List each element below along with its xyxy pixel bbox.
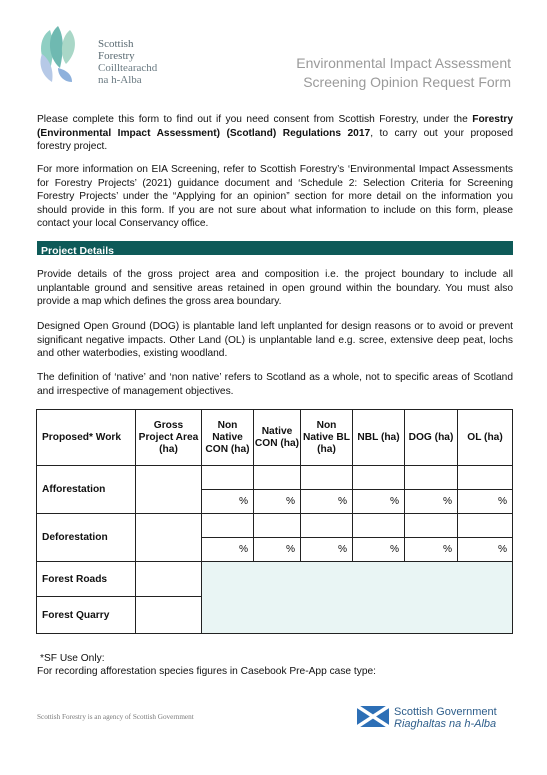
forest-quarry-gross-area-input[interactable] (136, 597, 202, 634)
deforestation-gross-area-input[interactable] (136, 514, 202, 562)
afforestation-non-native-con-input[interactable] (202, 466, 254, 490)
form-title-line2: Screening Opinion Request Form (303, 74, 511, 90)
project-paragraph-3: The definition of ‘native’ and ‘non native’ refers to Scotland as a whole, not to specific areas of Scotland and irrespective of management objectives. (37, 372, 513, 397)
deforestation-ol-percent[interactable]: % (458, 538, 513, 562)
row-label-deforestation: Deforestation (37, 514, 136, 562)
logo-name-gd-1: Coilltearachd (98, 62, 158, 74)
afforestation-dog-percent[interactable]: % (405, 490, 458, 514)
intro-p1-text-c: , to carry out your proposed forestry project. (37, 127, 513, 153)
afforestation-gross-area-input[interactable] (136, 466, 202, 514)
intro-p1-text-a: Please complete this form to find out if you need consent from Scottish Forestry, under the (37, 114, 468, 125)
afforestation-native-con-input[interactable] (254, 466, 301, 490)
casebook-note: For recording afforestation species figures in Casebook Pre-App case type: (37, 666, 377, 677)
deforestation-nbl-input[interactable] (353, 514, 405, 538)
project-paragraph-1: Provide details of the gross project area and composition i.e. the project boundary to include all unplantable ground and sensitive areas retained in open ground within the boundary. You must also provide a map which defines the gross area boundary. (37, 269, 513, 308)
row-label-afforestation: Afforestation (37, 466, 136, 514)
afforestation-non-native-con-percent[interactable]: % (202, 490, 254, 514)
header-ol: OL (ha) (458, 410, 513, 466)
afforestation-dog-input[interactable] (405, 466, 458, 490)
afforestation-non-native-bl-input[interactable] (301, 466, 353, 490)
afforestation-ol-input[interactable] (458, 466, 513, 490)
deforestation-dog-input[interactable] (405, 514, 458, 538)
project-details-header (37, 241, 513, 255)
form-title (296, 54, 511, 92)
forest-roads-gross-area-input[interactable] (136, 562, 202, 597)
intro-paragraph-2: For more information on EIA Screening, refer to Scottish Forestry’s ‘Environmental Impact Assessments for Forestry Projects’ (2021) guidance document and ‘Schedule 2: Selection Criteria for Screening Forestry Projects’ under the “Applying for an opinion” section for more detail on the information you should provide in this form. If you are not sure about what information to include on this form, please contact your local Conservancy office. (37, 164, 513, 230)
shaded-unused-area (202, 562, 513, 634)
deforestation-non-native-bl-input[interactable] (301, 514, 353, 538)
intro-p1-regulation: Forestry (Environmental Impact Assessment) (Scotland) Regulations 2017 (37, 114, 513, 139)
form-title-line1: Environmental Impact Assessment (296, 55, 511, 71)
table-row (37, 514, 513, 538)
deforestation-nbl-percent[interactable]: % (353, 538, 405, 562)
logo-name-en-1: Scottish (98, 38, 134, 50)
deforestation-ol-input[interactable] (458, 514, 513, 538)
sf-use-only-label: *SF Use Only: (40, 653, 105, 664)
header-non-native-con: Non Native CON (ha) (202, 410, 254, 466)
header-non-native-bl: Non Native BL (ha) (301, 410, 353, 466)
deforestation-native-con-input[interactable] (254, 514, 301, 538)
project-details-title: Project Details (37, 245, 114, 258)
header-gross-area: Gross Project Area (ha) (136, 410, 202, 466)
deforestation-dog-percent[interactable]: % (405, 538, 458, 562)
row-label-forest-roads: Forest Roads (37, 562, 136, 597)
logo-name-en-2: Forestry (98, 50, 135, 62)
header-nbl: NBL (ha) (353, 410, 405, 466)
leaf-logo-icon (36, 24, 96, 84)
logo-wordmark (98, 38, 157, 86)
deforestation-non-native-con-input[interactable] (202, 514, 254, 538)
table-row (37, 562, 513, 597)
agency-footer-text: Scottish Forestry is an agency of Scottish Government (37, 713, 194, 721)
deforestation-native-con-percent[interactable]: % (254, 538, 301, 562)
intro-paragraph-1 (37, 113, 513, 154)
gov-name-gd: Riaghaltas na h-Alba (394, 718, 497, 730)
afforestation-non-native-bl-percent[interactable]: % (301, 490, 353, 514)
deforestation-non-native-con-percent[interactable]: % (202, 538, 254, 562)
gov-name-en: Scottish Government (394, 706, 497, 718)
deforestation-non-native-bl-percent[interactable]: % (301, 538, 353, 562)
afforestation-nbl-percent[interactable]: % (353, 490, 405, 514)
logo-name-gd-2: na h-Alba (98, 74, 142, 86)
row-label-forest-quarry: Forest Quarry (37, 597, 136, 634)
header-dog: DOG (ha) (405, 410, 458, 466)
table-header-row (37, 410, 513, 466)
afforestation-nbl-input[interactable] (353, 466, 405, 490)
header-native-con: Native CON (ha) (254, 410, 301, 466)
scottish-government-wordmark (394, 706, 497, 730)
afforestation-native-con-percent[interactable]: % (254, 490, 301, 514)
project-details-table (36, 409, 513, 634)
table-row (37, 466, 513, 490)
project-paragraph-2: Designed Open Ground (DOG) is plantable land left unplanted for design reasons or to avoid or prevent significant negative impacts. Other Land (OL) is unplantable land e.g. scree, extensive deep peat, lochs and other waterbodies, existing woodland. (37, 321, 513, 360)
saltire-flag-icon (357, 706, 389, 727)
afforestation-ol-percent[interactable]: % (458, 490, 513, 514)
sf-use-note (37, 652, 513, 678)
header-proposed-work: Proposed* Work (37, 410, 136, 466)
